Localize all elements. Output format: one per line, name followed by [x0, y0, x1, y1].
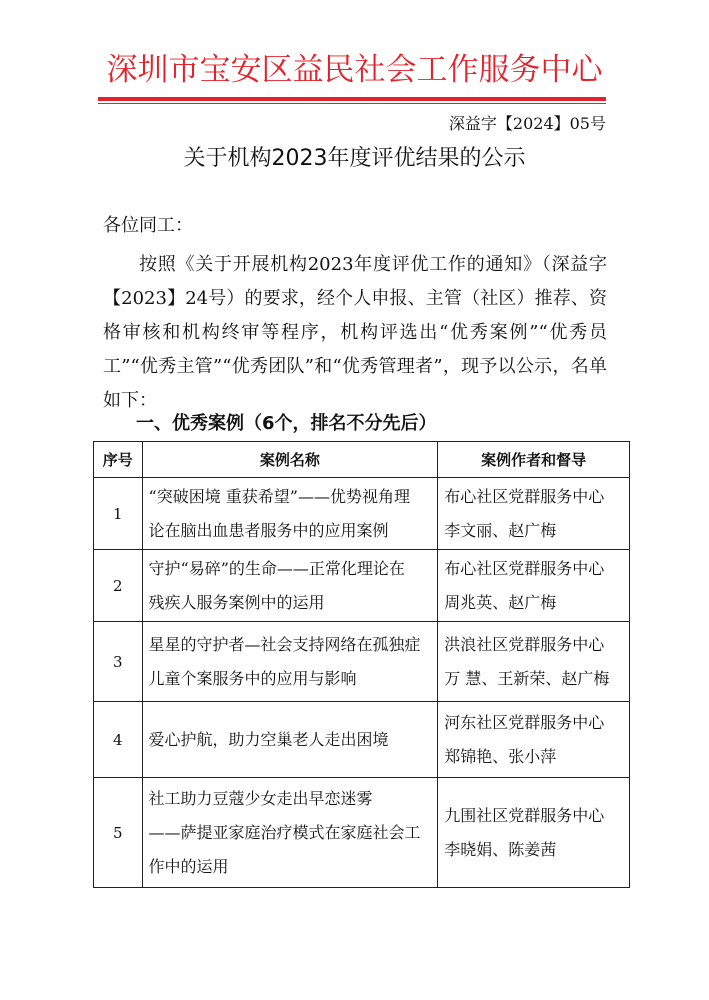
- case-author-cell: [438, 778, 630, 888]
- case-seq-cell: 3: [94, 622, 143, 702]
- case-author-cell: [438, 702, 630, 778]
- column-header-case-name: 案例名称: [142, 442, 438, 478]
- case-author-line: 郑锦艳、张小萍: [444, 746, 557, 766]
- header-rule-thin: [98, 103, 606, 104]
- document-number: 深益字【2024】05号: [448, 114, 606, 133]
- table-row: [94, 478, 630, 550]
- case-seq-cell: 1: [94, 478, 143, 550]
- case-name-cell: [142, 702, 438, 778]
- case-seq-cell: 5: [94, 778, 143, 888]
- case-name-line: 爱心护航，助力空巢老人走出困境: [148, 729, 389, 749]
- case-author-cell: [438, 478, 630, 550]
- table-row: [94, 622, 630, 702]
- case-name-line: 残疾人服务案例中的运用: [148, 592, 325, 612]
- table-header-row: [94, 442, 630, 478]
- case-name-line: 作中的运用: [148, 856, 229, 876]
- document-title: 关于机构2023年度评优结果的公示: [183, 146, 526, 171]
- case-author-line: 布心社区党群服务中心: [444, 486, 605, 506]
- case-author-line: 九围社区党群服务中心: [444, 805, 605, 825]
- org-name-heading: 深圳市宝安区益民社会工作服务中心: [106, 52, 603, 88]
- column-header-author: 案例作者和督导: [438, 442, 630, 478]
- case-name-cell: [142, 778, 438, 888]
- case-author-cell: [438, 622, 630, 702]
- case-author-line: 周兆英、赵广梅: [444, 592, 557, 612]
- case-author-line: 布心社区党群服务中心: [444, 558, 605, 578]
- case-name-line: 星星的守护者—社会支持网络在孤独症: [148, 634, 421, 654]
- case-name-cell: [142, 550, 438, 622]
- excellent-cases-table: [93, 441, 630, 888]
- column-header-seq: 序号: [94, 442, 143, 478]
- case-author-line: 河东社区党群服务中心: [444, 712, 605, 732]
- case-name-line: 论在脑出血患者服务中的应用案例: [148, 520, 389, 540]
- section-heading-excellent-cases: 一、优秀案例（6个，排名不分先后）: [136, 413, 437, 434]
- case-author-line: 李文丽、赵广梅: [444, 520, 557, 540]
- case-name-cell: [142, 478, 438, 550]
- header-rule-thick: [98, 97, 606, 101]
- salutation: 各位同工：: [103, 215, 193, 236]
- case-author-cell: [438, 550, 630, 622]
- case-name-cell: [142, 622, 438, 702]
- case-name-line: 守护“易碎”的生命——正常化理论在: [148, 558, 405, 578]
- table-body: [94, 478, 630, 888]
- case-seq-cell: 2: [94, 550, 143, 622]
- case-author-line: 李晓娟、陈姜茜: [444, 839, 557, 859]
- case-seq-cell: 4: [94, 702, 143, 778]
- case-name-line: 儿童个案服务中的应用与影响: [148, 668, 357, 688]
- table-row: [94, 778, 630, 888]
- case-name-line: ——萨提亚家庭治疗模式在家庭社会工: [148, 822, 421, 842]
- case-author-line: 万 慧、王新荣、赵广梅: [444, 668, 610, 688]
- table-row: [94, 702, 630, 778]
- case-name-line: 社工助力豆蔻少女走出早恋迷雾: [148, 788, 373, 808]
- notice-body-paragraph: 按照《关于开展机构2023年度评优工作的通知》（深益字【2023】24号）的要求，经个人申报、主管（社区）推荐、资格审核和机构终审等程序，机构评选出“优秀案例”“优秀员工”“优秀主管”“优秀团队”和“优秀管理者”，现予以公示，名单如下：: [103, 254, 607, 411]
- case-author-line: 洪浪社区党群服务中心: [444, 634, 605, 654]
- case-name-line: “突破困境 重获希望”——优势视角理: [148, 486, 410, 506]
- table-row: [94, 550, 630, 622]
